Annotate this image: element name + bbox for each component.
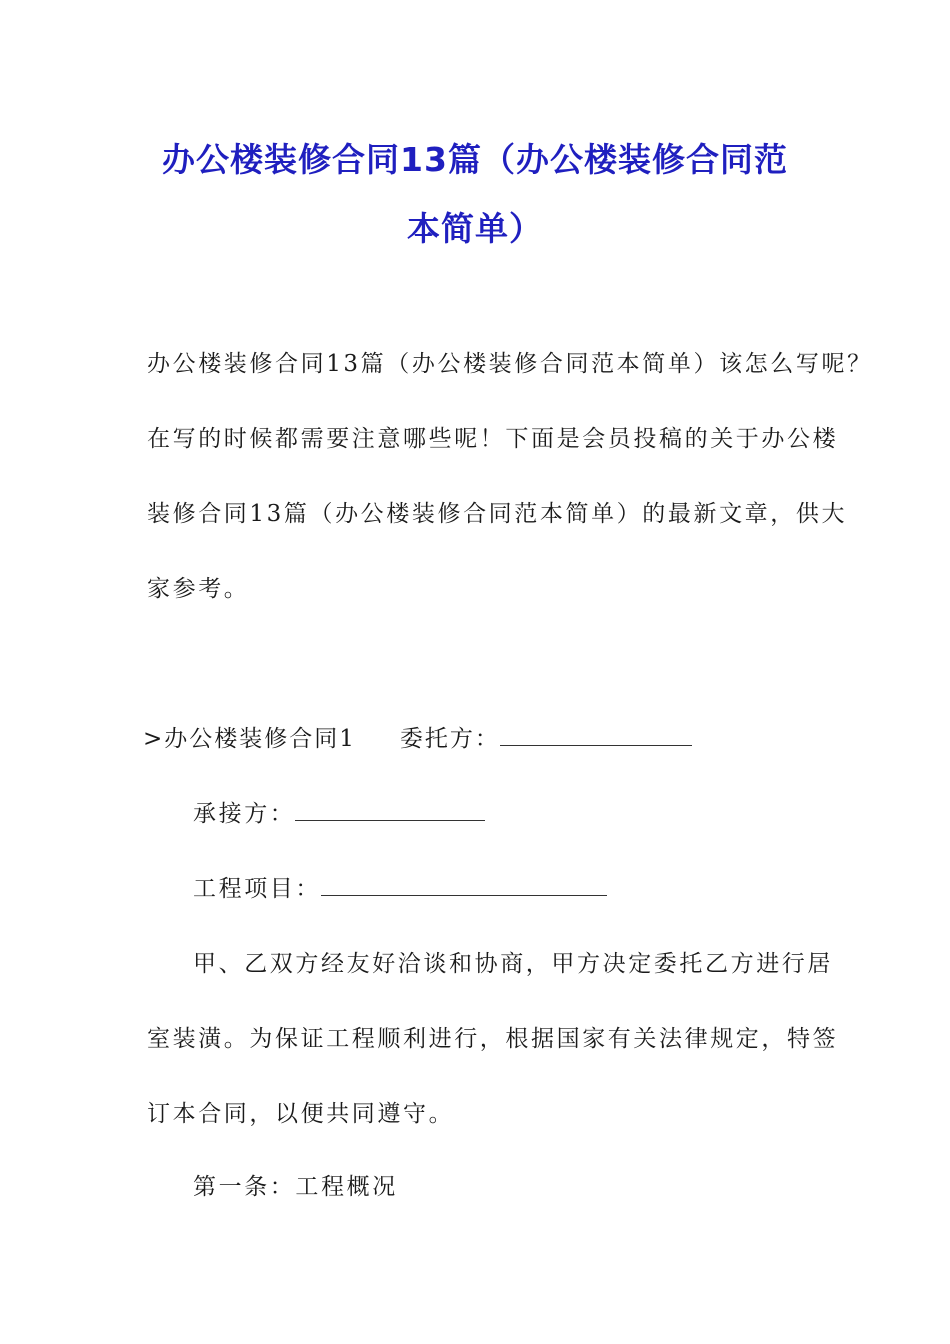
intro-line-1: 办公楼装修合同13篇（办公楼装修合同范本简单）该怎么写呢？	[147, 351, 873, 377]
contractor-label: 承接方：	[193, 801, 296, 827]
contract-1-heading-row	[143, 720, 692, 753]
body-line-2: 室装潢。为保证工程顺利进行，根据国家有关法律规定，特签	[147, 1026, 839, 1052]
intro-line-2: 在写的时候都需要注意哪些呢！下面是会员投稿的关于办公楼	[147, 426, 839, 452]
document-title-line-2: 本简单）	[407, 209, 543, 248]
contractor-blank-line	[295, 802, 485, 821]
project-blank-line	[321, 877, 607, 896]
article-1-heading: 第一条：工程概况	[193, 1174, 398, 1200]
client-blank-line	[500, 727, 692, 746]
intro-line-4: 家参考。	[147, 576, 250, 602]
project-row	[193, 870, 607, 903]
client-label: 委托方：	[399, 726, 500, 752]
body-line-3: 订本合同，以便共同遵守。	[147, 1101, 455, 1127]
contractor-row	[193, 795, 485, 828]
section-heading: >办公楼装修合同1	[143, 726, 356, 752]
document-title-line-1: 办公楼装修合同13篇（办公楼装修合同范	[162, 140, 788, 179]
project-label: 工程项目：	[193, 876, 321, 902]
intro-line-3: 装修合同13篇（办公楼装修合同范本简单）的最新文章，供大	[147, 501, 848, 527]
body-line-1: 甲、乙双方经友好洽谈和协商，甲方决定委托乙方进行居	[193, 951, 833, 977]
